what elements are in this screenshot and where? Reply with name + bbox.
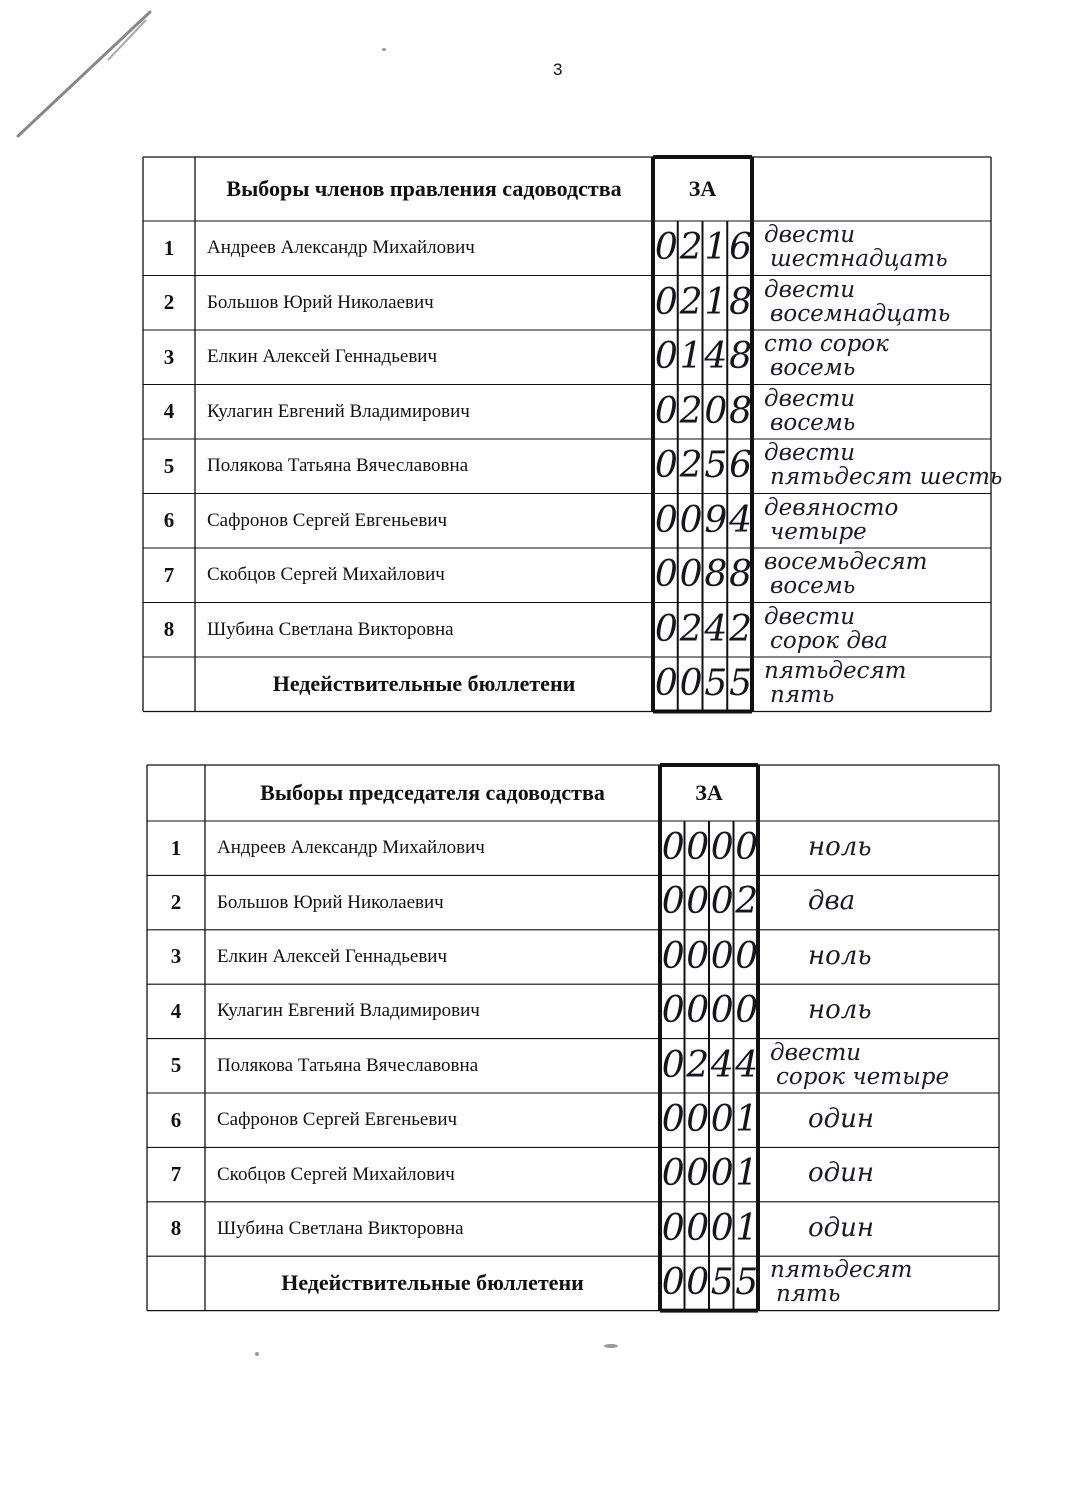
candidate-name: Елкин Алексей Геннадьевич xyxy=(207,346,438,368)
row-number: 2 xyxy=(163,290,175,315)
vote-digit: 4 xyxy=(729,499,753,541)
handwritten-word-line: два xyxy=(808,886,856,917)
vote-digit: 0 xyxy=(686,1099,710,1140)
candidate-name: Елкин Алексей Геннадьевич xyxy=(217,945,448,967)
row-number: 7 xyxy=(163,562,175,587)
vote-digit: 0 xyxy=(735,990,759,1032)
candidate-name: Сафронов Сергей Евгеньевич xyxy=(207,509,448,531)
vote-digit: 0 xyxy=(661,990,685,1032)
handwritten-word-line: один xyxy=(808,1104,875,1134)
row-number: 1 xyxy=(170,835,182,860)
vote-digit: 0 xyxy=(710,935,734,977)
vote-digit: 0 xyxy=(735,827,759,868)
candidate-name: Шубина Светлана Викторовна xyxy=(207,618,454,640)
vote-digit: 0 xyxy=(654,336,678,377)
vote-digit: 0 xyxy=(686,827,710,868)
vote-count-in-words xyxy=(808,832,872,862)
vote-digit: 0 xyxy=(661,881,685,923)
vote-count-digits xyxy=(661,825,759,871)
handwritten-word-line: пять xyxy=(770,682,835,708)
vote-digit: 4 xyxy=(710,1044,734,1086)
vote-digit: 1 xyxy=(704,281,728,323)
handwritten-word-line: четыре xyxy=(770,518,867,545)
vote-digit: 0 xyxy=(735,935,759,977)
handwritten-word-line: ноль xyxy=(808,995,872,1026)
vote-digit: 6 xyxy=(729,227,753,268)
handwritten-word-line: пятьдесят xyxy=(764,658,907,684)
handwritten-word-line: восемь xyxy=(770,409,856,436)
handwritten-word-line: двести xyxy=(764,276,856,303)
vote-digit: 0 xyxy=(661,1153,685,1195)
row-number: 8 xyxy=(163,617,175,642)
vote-digit: 0 xyxy=(661,1044,685,1086)
vote-count-digits xyxy=(661,1206,759,1252)
vote-count-in-words xyxy=(808,1158,875,1189)
vote-digit: 0 xyxy=(710,1207,734,1249)
vote-digit: 5 xyxy=(710,1262,734,1304)
vote-count-in-words xyxy=(808,1212,875,1243)
handwritten-word-line: двести xyxy=(764,222,856,248)
vote-count-digits xyxy=(661,988,759,1034)
handwritten-word-line: пятьдесят xyxy=(770,1257,913,1284)
invalid-ballots-label: Недействительные бюллетени xyxy=(272,671,576,697)
votes-for-header: ЗА xyxy=(688,176,717,201)
row-number: 8 xyxy=(170,1216,182,1241)
vote-digit: 1 xyxy=(679,336,703,377)
vote-digit: 0 xyxy=(661,1262,685,1304)
vote-digit: 0 xyxy=(679,499,703,541)
vote-digit: 5 xyxy=(704,445,728,486)
vote-digit: 4 xyxy=(735,1044,759,1086)
handwritten-word-line: один xyxy=(808,1158,875,1189)
handwritten-word-line: сорок два xyxy=(770,627,889,654)
vote-count-in-words xyxy=(808,995,872,1026)
vote-digit: 0 xyxy=(654,608,678,650)
vote-digit: 2 xyxy=(679,390,703,432)
vote-digit: 0 xyxy=(654,390,678,432)
vote-digit: 2 xyxy=(679,227,703,268)
handwritten-word-line: двести xyxy=(764,440,856,466)
table-title: Выборы членов правления садоводства xyxy=(226,176,622,201)
vote-digit: 6 xyxy=(729,445,753,486)
candidate-name: Скобцов Сергей Михайлович xyxy=(207,564,445,586)
vote-digit: 0 xyxy=(661,1099,685,1140)
candidate-name: Кулагин Евгений Владимирович xyxy=(217,1000,480,1022)
row-number: 5 xyxy=(170,1053,182,1078)
row-number: 1 xyxy=(163,235,175,260)
handwritten-word-line: восемь xyxy=(770,573,856,599)
candidate-name: Сафронов Сергей Евгеньевич xyxy=(217,1109,458,1131)
row-number: 4 xyxy=(163,399,175,424)
handwritten-word-line: восемьдесят xyxy=(764,549,928,575)
handwritten-word-line: восемнадцать xyxy=(770,300,951,327)
handwritten-word-line: сто сорок xyxy=(764,331,889,357)
page-number: 3 xyxy=(553,60,563,79)
vote-digit: 0 xyxy=(686,881,710,923)
vote-digit: 0 xyxy=(704,390,728,432)
vote-digit: 8 xyxy=(729,281,753,323)
vote-digit: 8 xyxy=(704,554,728,595)
vote-digit: 5 xyxy=(729,663,753,704)
vote-digit: 9 xyxy=(704,499,728,541)
vote-digit: 0 xyxy=(710,827,734,868)
vote-digit: 2 xyxy=(729,608,753,650)
vote-count-in-words xyxy=(808,940,872,971)
handwritten-word-line: пять xyxy=(776,1281,841,1308)
vote-digit: 0 xyxy=(686,990,710,1032)
vote-digit: 2 xyxy=(679,445,703,486)
vote-digit: 0 xyxy=(661,827,685,868)
row-number: 4 xyxy=(170,998,182,1023)
handwritten-word-line: девяносто xyxy=(764,494,899,521)
vote-count-digits xyxy=(661,1151,759,1197)
vote-digit: 0 xyxy=(654,663,678,704)
row-number: 7 xyxy=(170,1162,182,1187)
vote-count-in-words xyxy=(808,1104,875,1134)
handwritten-word-line: пятьдесят шесть xyxy=(770,464,1003,490)
handwritten-word-line: восемь xyxy=(770,355,856,381)
vote-count-in-words xyxy=(770,1258,912,1306)
candidate-name: Большов Юрий Николаевич xyxy=(207,291,434,313)
scan-dust xyxy=(255,1352,259,1356)
row-number: 6 xyxy=(163,508,175,533)
candidate-name: Полякова Татьяна Вячеславовна xyxy=(217,1054,479,1076)
vote-count-digits xyxy=(661,934,759,980)
vote-digit: 2 xyxy=(679,281,703,323)
scan-dust xyxy=(604,1344,618,1348)
vote-digit: 0 xyxy=(679,663,703,704)
vote-digit: 8 xyxy=(729,336,753,377)
vote-digit: 8 xyxy=(729,554,753,595)
row-number: 3 xyxy=(170,944,182,969)
vote-digit: 8 xyxy=(729,390,753,432)
table-title: Выборы председателя садоводства xyxy=(260,780,605,805)
handwritten-word-line: один xyxy=(808,1212,875,1243)
vote-digit: 0 xyxy=(654,227,678,268)
handwritten-word-line: двести xyxy=(770,1039,862,1066)
handwritten-word-line: двести xyxy=(764,603,856,630)
handwritten-word-line: сорок четыре xyxy=(776,1063,950,1090)
row-number: 5 xyxy=(163,453,175,478)
vote-digit: 0 xyxy=(686,1153,710,1195)
vote-digit: 0 xyxy=(679,554,703,595)
vote-digit: 2 xyxy=(679,608,703,650)
vote-digit: 2 xyxy=(686,1044,710,1086)
candidate-name: Андреев Александр Михайлович xyxy=(217,837,485,859)
vote-count-digits xyxy=(661,879,759,925)
vote-count-in-words xyxy=(808,886,856,917)
vote-digit: 1 xyxy=(735,1099,759,1140)
vote-count-digits xyxy=(661,1260,759,1306)
vote-count-digits xyxy=(661,1043,759,1089)
vote-digit: 0 xyxy=(686,1207,710,1249)
vote-digit: 0 xyxy=(661,1207,685,1249)
vote-digit: 1 xyxy=(704,227,728,268)
candidate-name: Большов Юрий Николаевич xyxy=(217,891,444,913)
vote-digit: 0 xyxy=(710,881,734,923)
candidate-name: Шубина Светлана Викторовна xyxy=(217,1217,464,1239)
vote-digit: 0 xyxy=(654,445,678,486)
vote-digit: 0 xyxy=(654,554,678,595)
row-number: 2 xyxy=(170,890,182,915)
candidate-name: Полякова Татьяна Вячеславовна xyxy=(207,455,469,477)
vote-digit: 0 xyxy=(710,1153,734,1195)
scan-dust xyxy=(382,48,386,51)
row-number: 3 xyxy=(163,344,175,369)
vote-digit: 4 xyxy=(704,336,728,377)
vote-digit: 0 xyxy=(710,990,734,1032)
vote-digit: 4 xyxy=(704,608,728,650)
vote-digit: 0 xyxy=(710,1099,734,1140)
vote-digit: 2 xyxy=(735,881,759,923)
vote-digit: 0 xyxy=(661,935,685,977)
vote-digit: 0 xyxy=(686,1262,710,1304)
vote-count-in-words xyxy=(770,1041,949,1089)
vote-digit: 5 xyxy=(704,663,728,704)
vote-digit: 1 xyxy=(735,1153,759,1195)
vote-count-digits xyxy=(661,1097,759,1143)
votes-for-header: ЗА xyxy=(695,780,723,805)
handwritten-word-line: ноль xyxy=(808,940,872,971)
invalid-ballots-label: Недействительные бюллетени xyxy=(281,1270,584,1296)
vote-digit: 0 xyxy=(654,499,678,541)
candidate-name: Андреев Александр Михайлович xyxy=(207,237,475,259)
vote-digit: 5 xyxy=(735,1262,759,1304)
vote-digit: 1 xyxy=(735,1207,759,1249)
vote-digit: 0 xyxy=(686,935,710,977)
row-number: 6 xyxy=(170,1107,182,1132)
candidate-name: Скобцов Сергей Михайлович xyxy=(217,1163,455,1185)
handwritten-word-line: двести xyxy=(764,385,856,412)
candidate-name: Кулагин Евгений Владимирович xyxy=(207,400,470,422)
handwritten-word-line: ноль xyxy=(808,832,872,862)
vote-digit: 0 xyxy=(654,281,678,323)
handwritten-word-line: шестнадцать xyxy=(770,246,948,272)
